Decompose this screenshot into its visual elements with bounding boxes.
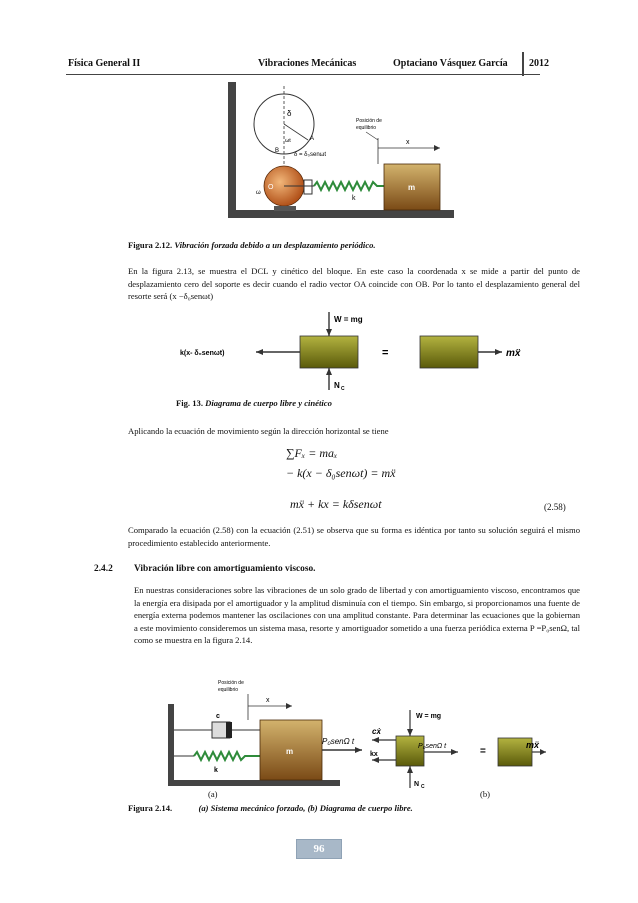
fig212-label-delta: δ [287, 109, 292, 118]
header-course: Física General II [68, 58, 141, 69]
fig214-damp-force: cẋ [372, 727, 381, 736]
equation-sum-forces: ∑Fₓ = maₓ [286, 446, 338, 460]
fig214-normal-sub: C [421, 784, 425, 790]
paragraph-compare: Comparado la ecuación (2.58) con la ecuación (2.51) se observa que su forma es idéntica por tanto su solución seguirá el mismo procedimiento establecido anteriormente. [128, 525, 580, 548]
fig13-normal-sub: C [341, 386, 345, 390]
fig214-spring-force: kx [370, 751, 378, 758]
figure-2-14-sub-a: (a) [208, 789, 218, 799]
fig214-equals: = [480, 746, 486, 757]
equation-motion: − k(x − δ₀senωt) = mẍ [286, 466, 396, 480]
fig212-label-omega: ω [256, 190, 261, 196]
figure-13 [176, 310, 538, 390]
fig214-force-b: P₀senΩ t [418, 743, 447, 750]
equation-2-58-number: (2.58) [544, 502, 566, 512]
figure-2-14-sub-b: (b) [480, 789, 491, 799]
figure-2-14-caption-label: Figura 2.14. [128, 803, 173, 813]
fig212-label-B: B [275, 148, 280, 154]
fig13-equals: = [382, 347, 389, 359]
page-number: 96 [296, 839, 342, 859]
section-title: Vibración libre con amortiguamiento viscoso. [134, 564, 316, 574]
fig212-label-A: A [310, 136, 315, 142]
figure-2-14-caption [128, 803, 413, 813]
figure-13-caption-label: Fig. 13. [176, 398, 203, 408]
fig214-force-a: P₀senΩ t [322, 737, 355, 746]
header-topic: Vibraciones Mecánicas [258, 58, 357, 69]
header-author: Optaciano Vásquez García [393, 58, 508, 69]
fig13-normal: N [334, 381, 340, 390]
fig212-label-pos2: equilibrio [356, 125, 377, 131]
equation-2-58: mẍ + kx = kδsenωt [290, 497, 382, 511]
fig212-label-x: x [406, 139, 410, 146]
fig214-label-pos2: equilibrio [218, 687, 239, 693]
figure-13-caption-text: Diagrama de cuerpo libre y cinético [205, 398, 332, 408]
fig212-label-m: m [408, 183, 416, 192]
figure-2-12-caption-label: Figura 2.12. [128, 240, 173, 250]
paragraph-damping: En nuestras consideraciones sobre las vibraciones de un solo grado de libertad y con amortiguamiento viscoso, encontramos que la energía era disipada por el amortiguador y la amplitud disminuía con el tiempo. Sin embargo, si proporcionamos una fuente de energía externa podemos mantener las oscilaciones con una amplitud constante. Para determinar las ecuaciones que la gobiernan a este movimiento consideremos un sistema masa, resorte y amortiguador sometido a una fuerza periódica externa P =P₀senΩ, tal como se muestra en la figura 2.14. [134, 585, 580, 646]
fig212-label-O: O [268, 184, 274, 191]
paragraph-dcl: En la figura 2.13, se muestra el DCL y cinético del bloque. En este caso la coordenada x se mide a partir del punto de desplazamiento cero del soporte es decir cuando el radio vector OA coincide con OB. Por lo tanto el desplazamiento general del resorte será (x −δ₀senωt) [128, 266, 580, 302]
fig214-label-k: k [214, 767, 218, 774]
figure-2-12-caption [128, 240, 376, 250]
fig212-label-eq: δ = δ₀senωt [294, 152, 327, 158]
fig214-label-m: m [286, 747, 294, 756]
fig214-inertia: mẍ [526, 740, 540, 750]
figure-2-12 [228, 82, 454, 220]
fig212-label-k: k [352, 195, 356, 202]
fig214-label-c: c [216, 713, 220, 720]
fig13-weight: W = mg [334, 315, 363, 324]
figure-13-caption [176, 398, 332, 408]
figure-2-14-caption-text: (a) Sistema mecánico forzado, (b) Diagrama de cuerpo libre. [198, 803, 413, 813]
header-year: 2012 [529, 58, 549, 69]
fig214-label-pos: Posición de [218, 680, 244, 686]
fig214-weight: W = mg [416, 713, 442, 720]
header-rule [66, 74, 540, 75]
fig214-normal: N [414, 781, 420, 788]
fig13-spring-force: k(x- δ₀senωt) [180, 350, 225, 357]
figure-2-12-caption-text: Vibración forzada debido a un desplazamiento periódico. [174, 240, 376, 250]
fig212-label-pos: Posición de [356, 118, 382, 124]
paragraph-apply: Aplicando la ecuación de movimiento según la dirección horizontal se tiene [128, 426, 389, 436]
header-divider [522, 52, 524, 76]
fig214-label-x: x [266, 697, 270, 704]
fig212-label-wt: ωt [285, 138, 291, 144]
fig13-inertia: mẍ [506, 348, 521, 359]
section-number: 2.4.2 [94, 564, 113, 574]
figure-2-14 [168, 680, 548, 790]
